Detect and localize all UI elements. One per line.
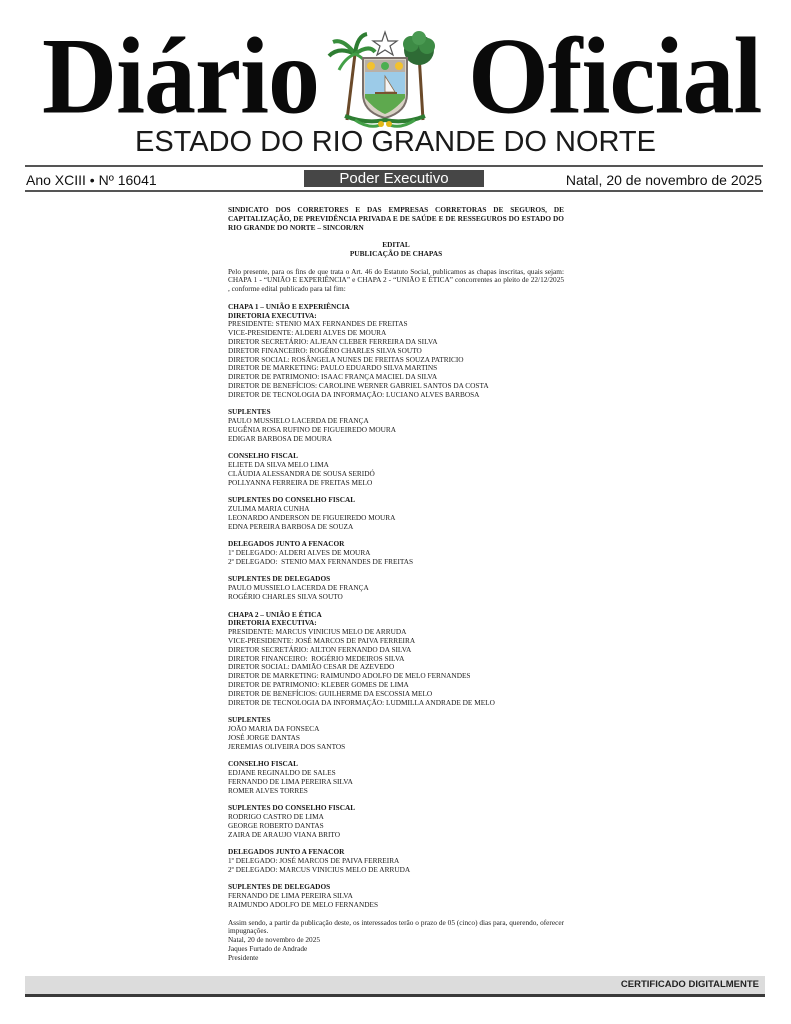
list-item: DIRETOR DE PATRIMONIO: KLEBER GOMES DE LIMA: [228, 680, 409, 690]
masthead-rule-top: [25, 165, 763, 167]
list-item: ROGÉRIO CHARLES SILVA SOUTO: [228, 592, 343, 602]
diretoria-heading: DIRETORIA EXECUTIVA:: [228, 310, 317, 320]
list-item: JOSÉ JORGE DANTAS: [228, 732, 300, 742]
list-item: DIRETOR DE BENEFÍCIOS: GUILHERME DA ESCOSSIA MELO: [228, 688, 433, 698]
list-item: DIRETOR FINANCEIRO: ROGÉRIO MEDEIROS SILVA: [228, 653, 405, 663]
list-item: DIRETOR FINANCEIRO: ROGÉRO CHARLES SILVA SOUTO: [228, 345, 422, 355]
list-item: DIRETOR SECRETÁRIO: ALJEAN CLEBER FERREIRA DA SILVA: [228, 336, 438, 346]
suplentes-delegados-heading: SUPLENTES DE DELEGADOS: [228, 574, 331, 584]
section-label: Poder Executivo: [304, 170, 484, 187]
list-item: LEONARDO ANDERSON DE FIGUEIREDO MOURA: [228, 512, 396, 522]
list-item: RAIMUNDO ADOLFO DE MELO FERNANDES: [228, 899, 378, 909]
list-item: CLÁUDIA ALESSANDRA DE SOUSA SERIDÓ: [228, 468, 375, 478]
suplentes-heading: SUPLENTES: [228, 715, 271, 725]
delegados-heading: DELEGADOS JUNTO A FENACOR: [228, 847, 345, 857]
masthead-subtitle: ESTADO DO RIO GRANDE DO NORTE: [135, 126, 656, 158]
chapa-2: [228, 611, 564, 910]
list-item: ELIETE DA SILVA MELO LIMA: [228, 460, 329, 470]
list-item: EUGÊNIA ROSA RUFINO DE FIGUEIREDO MOURA: [228, 424, 397, 434]
list-item: PRESIDENTE: STENIO MAX FERNANDES DE FREITAS: [228, 319, 408, 329]
masthead: [0, 0, 791, 200]
signatory-name: Jaques Furtado de Andrade: [228, 943, 308, 953]
suplentes-conselho-heading: SUPLENTES DO CONSELHO FISCAL: [228, 803, 356, 813]
suplentes-conselho-heading: SUPLENTES DO CONSELHO FISCAL: [228, 495, 356, 505]
coat-of-arms-icon: [325, 28, 445, 132]
edition-number: Ano XCIII • Nº 16041: [26, 172, 157, 188]
list-item: POLLYANNA FERREIRA DE FREITAS MELO: [228, 477, 373, 487]
suplentes-delegados-heading: SUPLENTES DE DELEGADOS: [228, 882, 331, 892]
dateline: Natal, 20 de novembro de 2025: [565, 172, 762, 188]
list-item: FERNANDO DE LIMA PEREIRA SILVA: [228, 776, 353, 786]
edital-document: [228, 206, 564, 963]
edital-subtitle: PUBLICAÇÃO DE CHAPAS: [349, 248, 443, 258]
footer-rule: [25, 994, 765, 997]
list-item: 2º DELEGADO: STENIO MAX FERNANDES DE FREITAS: [228, 556, 414, 566]
org-heading: SINDICATO DOS CORRETORES E DAS EMPRESAS CORRETORAS DE SEGUROS, DE CAPITALIZAÇÃO, DE PREVIDÊNCIA PRIVADA E DE SAÚDE E DE RESSEGUROS DO ESTADO DO RIO GRANDE DO NORTE – SINCOR/RN: [228, 205, 564, 232]
digital-certification-label: CERTIFICADO DIGITALMENTE: [620, 979, 759, 990]
list-item: DIRETOR DE MARKETING: PAULO EDUARDO SILVA MARTINS: [228, 363, 438, 373]
list-item: DIRETOR SOCIAL: ROSÂNGELA NUNES DE FREITAS SOUZA PATRICIO: [228, 354, 464, 364]
list-item: PRESIDENTE: MARCUS VINICIUS MELO DE ARRUDA: [228, 627, 407, 637]
list-item: ZAIRA DE ARAUJO VIANA BRITO: [228, 829, 341, 839]
list-item: DIRETOR DE MARKETING: RAIMUNDO ADOLFO DE MELO FERNANDES: [228, 671, 471, 681]
list-item: DIRETOR DE TECNOLOGIA DA INFORMAÇÃO: LUCIANO ALVES BARBOSA: [228, 389, 480, 399]
list-item: DIRETOR SOCIAL: DAMIÃO CESAR DE AZEVEDO: [228, 662, 395, 672]
closing-paragraph: Assim sendo, a partir da publicação deste, os interessados terão o prazo de 05 (cinco) dias para, querendo, oferecer impugnações.: [228, 917, 564, 936]
list-item: DIRETOR DE BENEFÍCIOS: CAROLINE WERNER GABRIEL SANTOS DA COSTA: [228, 380, 489, 390]
intro-paragraph: Pelo presente, para os fins de que trata o Art. 46 do Estatuto Social, publicamos as chapas inscritas, quais sejam: CHAPA 1 - “UNIÃO E EXPERIÊNCIA” e CHAPA 2 - “UNIÃO E ÉTICA” concorrentes ao pleito de 22/12/2025 , conforme edital publicado para tal fim:: [228, 266, 564, 294]
list-item: VICE-PRESIDENTE: JOSÉ MARCOS DE PAIVA FERREIRA: [228, 636, 416, 646]
list-item: RODRIGO CASTRO DE LIMA: [228, 811, 324, 821]
list-item: 2º DELEGADO: MARCUS VINICIUS MELO DE ARRUDA: [228, 864, 411, 874]
masthead-title-left: Diário: [42, 15, 320, 137]
footer-bar: [25, 976, 765, 994]
list-item: JOÃO MARIA DA FONSECA: [228, 724, 320, 734]
masthead-title-right: Oficial: [468, 15, 762, 137]
list-item: ZULIMA MARIA CUNHA: [228, 504, 310, 514]
list-item: 1º DELEGADO: ALDERI ALVES DE MOURA: [228, 548, 371, 558]
list-item: DIRETOR DE PATRIMONIO: ISAAC FRANÇA MACIEL DA SILVA: [228, 372, 438, 382]
list-item: PAULO MUSSIELO LACERDA DE FRANÇA: [228, 416, 369, 426]
list-item: VICE-PRESIDENTE: ALDERI ALVES DE MOURA: [228, 328, 387, 338]
list-item: ROMER ALVES TORRES: [228, 785, 308, 795]
edital-title: EDITAL: [382, 240, 410, 250]
masthead-rule-bottom: [25, 190, 763, 192]
chapa-1: [228, 303, 564, 602]
list-item: FERNANDO DE LIMA PEREIRA SILVA: [228, 891, 353, 901]
conselho-heading: CONSELHO FISCAL: [228, 759, 298, 769]
place-date: Natal, 20 de novembro de 2025: [228, 935, 320, 945]
chapa-title: CHAPA 2 – UNIÃO E ÉTICA: [228, 609, 322, 619]
diretoria-heading: DIRETORIA EXECUTIVA:: [228, 618, 317, 628]
list-item: EDNA PEREIRA BARBOSA DE SOUZA: [228, 521, 354, 531]
list-item: DIRETOR SECRETÁRIO: AILTON FERNANDO DA SILVA: [228, 644, 412, 654]
list-item: PAULO MUSSIELO LACERDA DE FRANÇA: [228, 583, 369, 593]
signatory-role: Presidente: [228, 952, 259, 962]
list-item: DIRETOR DE TECNOLOGIA DA INFORMAÇÃO: LUDMILLA ANDRADE DE MELO: [228, 697, 495, 707]
chapa-title: CHAPA 1 – UNIÃO E EXPERIÊNCIA: [228, 301, 350, 311]
list-item: 1º DELEGADO: JOSÉ MARCOS DE PAIVA FERREIRA: [228, 855, 400, 865]
list-item: EDJANE REGINALDO DE SALES: [228, 768, 336, 777]
suplentes-heading: SUPLENTES: [228, 407, 271, 417]
list-item: EDIGAR BARBOSA DE MOURA: [228, 433, 332, 443]
conselho-heading: CONSELHO FISCAL: [228, 451, 298, 461]
delegados-heading: DELEGADOS JUNTO A FENACOR: [228, 539, 345, 549]
list-item: JEREMIAS OLIVEIRA DOS SANTOS: [228, 741, 346, 751]
list-item: GEORGE ROBERTO DANTAS: [228, 820, 324, 830]
